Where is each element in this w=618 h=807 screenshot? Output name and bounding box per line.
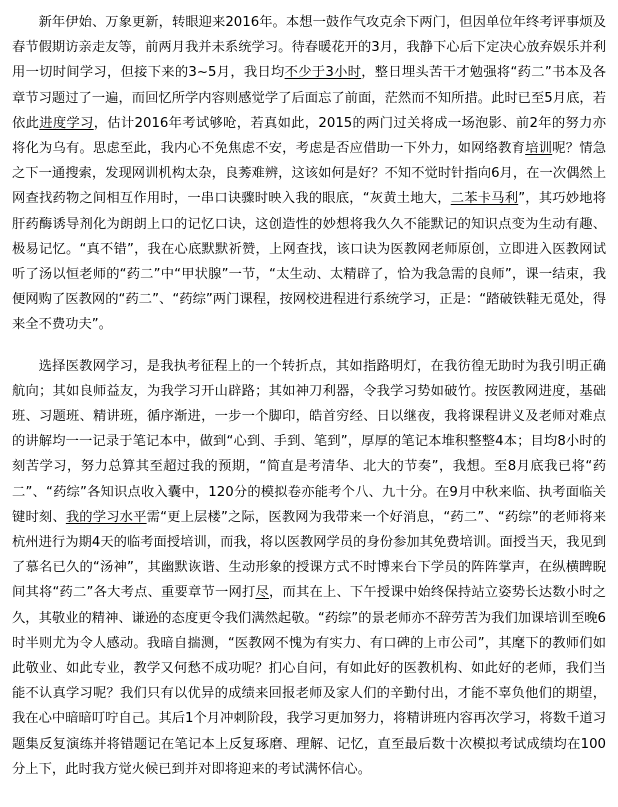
- text-run: 我的学习水平: [65, 509, 147, 525]
- text-run: ，整日埋头苦干才勉强将“: [361, 65, 518, 81]
- text-run: 需“更上层楼”之际，医教网为我带来一个好消息，“药二”、“药综”的老师将来杭州进行为期4天的临考面授培训，而我，将以医教网学员的身份参加其免费培训。面授当天，我见到了慕名已久的“汤神”，其幽默诙谐、生动形象的授课方式不时博来台下学员的阵阵掌声，在纵横睥睨间其将“药二”各大考点、重要章节一网打: [12, 509, 607, 601]
- text-run: ”书本及各章节习题过了一遍，而回忆所学内容则感觉学了后面忘了前面，茫然而不知所措。此时已至5月底，若依此: [12, 65, 607, 131]
- text-run: ，而其在上、下午授课中始终保持站立姿势长达数小时之久，其敬业的精神、谦逊的态度更令我们满然起敬。“药综”的景老师亦不辞劳苦为我们加课培训至晚6时半则尤为令人感动。我暗自揣测，“医教网不愧为有实力、有口碑的上市公司”，其麾下的教师们如此敬业、如此专业，教学又何愁不成功呢？扪心自问，有如此好的医教机构、如此好的老师，我们当能不认真学习呢？我们只有以优异的成绩来回报老师及家人们的辛勤付出，才能不辜负他们的期望，我在心中暗暗叮咛自己。其后1个月冲刺阶段，我学习更加努力，将精讲班内容再次学习，将数千道习题集反复演练并将错题记在笔记本上反复琢磨、理解、记忆，直至最后数十次模拟考试成绩均在100分上下，此时我方觉火候已到并对即将迎来的考试满怀信心。: [12, 585, 607, 777]
- text-run: 选择医教网学习，是我执考征程上的一个转折点，其如指路明灯，在我彷徨无助时为我引明正确航向；其如良师益友，为我学习开山辟路；其如神刀利器，令我学习势如破竹。按医教网进度，基础班、习题班、精讲班，循序渐进，一步一个脚印，皓首穷经、日以继夜，我将课程讲义及老师对难点的讲解均一一记录于笔记本中，做到“心到、手到、笔到”，厚厚的笔记本堆积整整4本；目均8小时的刻苦学习，努力总算其至超过我的预期，“简直是考清华、北大的节奏”，我想。至8月底我已将“药二”、“药综”各知识点收入囊中，120分的模拟卷亦能考个八、九十分。在9月中秋来临、执考面临关键时刻、: [12, 358, 606, 525]
- text-run: 呢？情急之下一通搜索，发现网训机构太杂，良莠难辨，这该如何是好？不知不觉时针指向6月，在一次偶然上网查找药物之间相互作用时，一串口诀骤时映入我的眼底，“灰黄土地大，: [12, 141, 607, 207]
- text-run: ”，其巧妙地将肝药酶诱导剂化为朗朗上口的记忆口诀，这创造性的妙想将我久久不能默记的知识点变为生动有趣、极易记忆。“真不错”，我在心底默默祈赞，上网查找，该口诀为医教网老师原创，立即进入医教网试听了汤以恒老师的“药二”中“甲状腺”一节，“太生动、太精辟了，恰为我急需的良师”，课一结束，我便网购了医教网的“药二”、“药综”两门课程，按网校进程进行系统学习，正是：“踏破铁鞋无觅处，得来全不费功夫”。: [12, 191, 607, 333]
- text-run: 不少于3小时: [284, 65, 362, 81]
- text-run: 尽: [255, 585, 269, 601]
- text-run: 药二: [517, 65, 545, 81]
- text-run: 培训: [525, 141, 553, 157]
- text-run: 进度学习: [39, 115, 94, 131]
- text-run: ，估计2016年考试够呛，若真如此，2015的两门过关将成一场泡影、前2年的努力亦将化为乌有。思虑至此，我内心不免焦虑不安，考虑是否应借助一下外力，如网络教育: [12, 115, 607, 157]
- text-run: 新年伊始、万象更新，转眼迎来2016年。本想一鼓作气攻克余下两门，但因单位年终考评事烦及春节假期访亲走友等，前两月我并未系统学习。待春暖花开的3月，我静下心后下定决心放弃娱乐并利用一切时间学习，但接下来的3~5月，我日均: [12, 15, 606, 81]
- paragraph-1: [12, 10, 606, 338]
- paragraph-2: [12, 354, 606, 782]
- text-run: 二苯卡马利: [450, 191, 519, 207]
